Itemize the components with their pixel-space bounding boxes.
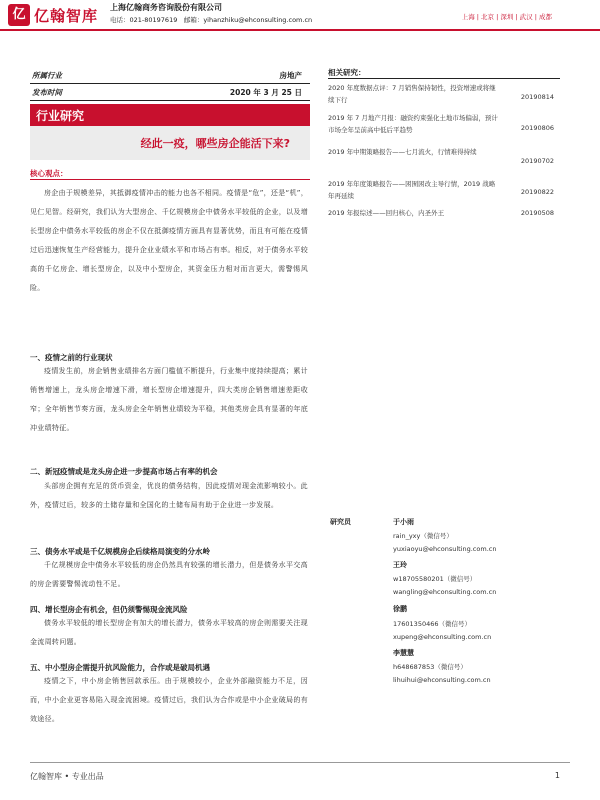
paragraph-section-4: 债务水平较低的增长型房企有加大的增长潜力，债务水平较高的房企则需要关注现金流周转问题。 bbox=[30, 619, 308, 646]
page-header bbox=[0, 0, 600, 30]
footer-divider bbox=[30, 762, 570, 763]
industry-value: 房地产 bbox=[279, 71, 302, 80]
researcher-wechat: w18705580201（微信号） bbox=[393, 575, 477, 583]
researcher-email[interactable]: lihuihui@ehconsulting.com.cn bbox=[393, 676, 491, 684]
logo-mark-icon: 亿 bbox=[8, 4, 30, 26]
page-number: 1 bbox=[554, 771, 560, 780]
section-heading-4: 四、增长型房企有机会，但仍须警惕现金流风险 bbox=[30, 605, 188, 614]
related-research-label: 相关研究： bbox=[328, 68, 366, 77]
related-item-title[interactable]: 2019 年报综述——回归核心，内圣外王 bbox=[328, 209, 445, 217]
researcher-email[interactable]: wangling@ehconsulting.com.cn bbox=[393, 588, 497, 596]
brand-logo bbox=[8, 4, 104, 26]
related-item[interactable] bbox=[328, 178, 560, 202]
core-view-divider bbox=[30, 179, 310, 180]
researcher-wechat: rain_yxy（微信号） bbox=[393, 532, 453, 540]
researcher-name: 李慧慧 bbox=[393, 649, 414, 657]
office-cities: 上海 | 北京 | 深圳 | 武汉 | 成都 bbox=[461, 13, 552, 21]
section-heading-1: 一、疫情之前的行业现状 bbox=[30, 353, 113, 362]
section-heading-2: 二、新冠疫情或是龙头房企进一步提高市场占有率的机会 bbox=[30, 467, 218, 476]
section-heading-3: 三、债务水平或是千亿规模房企后续格局演变的分水岭 bbox=[30, 547, 210, 556]
meta-divider bbox=[30, 100, 310, 101]
paragraph-section-2: 头部房企拥有充足的货币资金，优良的债务结构，因此疫情对现金流影响较小。此外，疫情过后，较多的土储存量和全国化的土储布局有助于企业进一步发展。 bbox=[30, 482, 308, 509]
core-view-label: 核心观点： bbox=[30, 169, 68, 178]
company-contact: 电话：021-80197619 邮箱：yihanzhiku@ehconsulting.com.cn bbox=[110, 16, 313, 24]
industry-row bbox=[30, 70, 310, 83]
researcher-email[interactable]: xupeng@ehconsulting.com.cn bbox=[393, 633, 492, 641]
date-row bbox=[30, 87, 310, 100]
related-item[interactable] bbox=[328, 207, 560, 219]
paragraph-section-3: 千亿规模房企中债务水平较低的房企仍然具有较强的增长潜力，但是债务水平交高的房企需要警惕流动性不足。 bbox=[30, 561, 308, 588]
date-label: 发布时间 bbox=[32, 88, 62, 97]
title-band bbox=[30, 126, 310, 160]
footer-brand: 亿翰智库 • 专业出品 bbox=[30, 772, 104, 781]
related-item-date: 20190814 bbox=[520, 93, 554, 101]
date-value: 2020 年 3 月 25 日 bbox=[229, 88, 302, 97]
header-divider bbox=[0, 29, 600, 31]
researcher-name: 王玲 bbox=[393, 561, 407, 569]
category-banner bbox=[30, 104, 310, 126]
researchers-label: 研究员 bbox=[330, 518, 351, 526]
related-item-title[interactable]: 2019 年年度策略报告——困囿困改主导行情，2019 战略年再延续 bbox=[328, 180, 496, 200]
paragraph-intro: 房企由于规模差异，其抵御疫情冲击的能力也各不相同。疫情是“危”，还是“机”，见仁见智。经研究，我们认为大型房企、千亿规模房企中债务水平较低的企业，以及增长型房企中债务水平较低的房企不仅在抵御疫情方面具有显著优势，而且有可能在疫情过后迅速恢复生产经营能力，提升企业业绩水平和市场占有率。相反，对于债务水平较高的千亿房企、增长型房企，以及中小型房企，其资金压力相对而言更大，需警惕风险。 bbox=[30, 189, 308, 292]
report-title: 经此一疫，哪些房企能活下来? bbox=[140, 137, 290, 150]
category-label: 行业研究 bbox=[36, 109, 85, 123]
researcher-name: 徐鹏 bbox=[393, 605, 407, 613]
related-item-date: 20190702 bbox=[520, 157, 554, 165]
researcher-wechat: h648687853（微信号） bbox=[393, 663, 467, 671]
related-item-date: 20190822 bbox=[520, 188, 554, 196]
industry-label: 所属行业 bbox=[32, 71, 62, 80]
related-item-title[interactable]: 2020 年度数据点评：7 月销售保持韧性，投资增速或将继续下行 bbox=[328, 84, 496, 104]
related-item[interactable] bbox=[328, 112, 560, 136]
related-item[interactable] bbox=[328, 146, 560, 165]
paragraph-section-5: 疫情之下，中小房企销售回款承压。由于规模较小，企业外部融资能力不足，因而，中小企业更容易陷入现金流困境。疫情过后，我们认为合作或是中小企业破局的有效途径。 bbox=[30, 677, 308, 723]
researcher-wechat: 17601350466（微信号） bbox=[393, 620, 471, 628]
related-item-date: 20190806 bbox=[520, 124, 554, 132]
meta-divider bbox=[30, 83, 310, 84]
related-item-title[interactable]: 2019 年中期策略报告——七月流火，行情难得持续 bbox=[328, 148, 477, 156]
related-item[interactable] bbox=[328, 82, 560, 106]
company-name: 上海亿翰商务咨询股份有限公司 bbox=[110, 3, 222, 12]
section-heading-5: 五、中小型房企需提升抗风险能力，合作或是破局机遇 bbox=[30, 663, 210, 672]
related-item-title[interactable]: 2019 年 7 月地产月报：融资约束强化土地市场偏弱，预计市场全年呈前高中低后平趋势 bbox=[328, 114, 498, 134]
related-divider bbox=[328, 78, 560, 79]
researcher-name: 于小雨 bbox=[393, 518, 414, 526]
researcher-email[interactable]: yuxiaoyu@ehconsulting.com.cn bbox=[393, 545, 497, 553]
logo-text: 亿翰智库 bbox=[34, 7, 99, 25]
related-item-date: 20190508 bbox=[520, 209, 554, 217]
paragraph-section-1: 疫情发生前，房企销售业绩排名方面门槛值不断提升，行业集中度持续提高；累计销售增速上，龙头房企增速下滑，增长型房企增速提升，四大类房企销售增速差距收窄；全年销售节奏方面，龙头房企全年销售业绩较为平稳，其他类房企具有显著的年底冲业绩特征。 bbox=[30, 367, 308, 432]
